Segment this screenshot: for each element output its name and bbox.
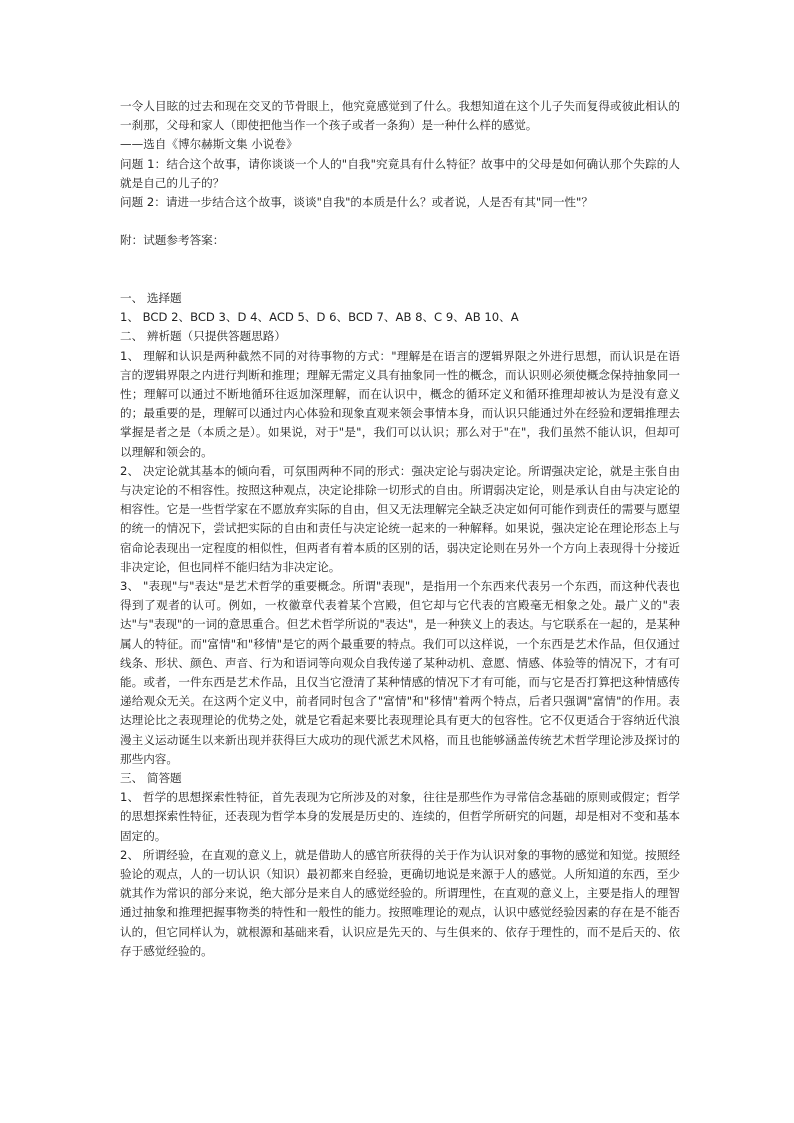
question-2: 问题 2：请进一步结合这个故事，谈谈"自我"的本质是什么？或者说，人是否有其"同一性"？ [120,195,593,210]
short-answer-2: 2、 所谓经验，在直观的意义上，就是借助人的感官所获得的关于作为认识对象的事物的感觉和知觉。按照经验论的观点，人的一切认识（知识）最初都来自经验，更确切地说是来源于人的感觉。人所知道的东西，至少就其作为常识的部分来说，绝大部分是来自人的感觉经验的。所谓理性，在直观的意义上，主要是指人的理智通过抽象和推理把握事物类的特性和一般性的能力。按照唯理论的观点，认识中感觉经验因素的存在是不能否认的，但它同样认为，就根源和基础来看，认识应是先天的、与生俱来的、依存于理性的，而不是后天的、依存于感觉经验的。 [120,847,680,958]
section-2-heading: 二、 辨析题（只提供答题思路） [120,329,286,344]
source-citation: ——选自《博尔赫斯文集 小说卷》 [120,137,298,152]
question-1: 问题 1：结合这个故事，请你谈谈一个人的"自我"究竟具有什么特征？故事中的父母是如何确认那个失踪的人就是自己的儿子的？ [120,156,680,190]
document-body [120,97,680,961]
spacer [120,251,680,270]
spacer [120,270,680,289]
section-3-heading: 三、 简答题 [120,771,182,786]
analysis-answer-2: 2、 决定论就其基本的倾向看，可氛围两种不同的形式：强决定论与弱决定论。所谓强决定论，就是主张自由与决定论的不相容性。按照这种观点，决定论排除一切形式的自由。所谓弱决定论，则是承认自由与决定论的相容性。它是一些哲学家在不愿放弃实际的自由，但又无法理解完全缺乏决定如何可能作到责任的需要与愿望的统一的情况下，尝试把实际的自由和责任与决定论统一起来的一种解释。如果说，强决定论在理论形态上与宿命论表现出一定程度的相似性，但两者有着本质的区别的话，弱决定论则在另外一个方向上表现得十分接近非决定论，但也同样不能归结为非决定论。 [120,463,680,574]
section-1-heading: 一、 选择题 [120,290,182,305]
short-answer-1: 1、 哲学的思想探索性特征，首先表现为它所涉及的对象，往往是那些作为寻常信念基础的原则或假定；哲学的思想探索性特征，还表现为哲学本身的发展是历史的、连续的，但哲学所研究的问题，却是相对不变和基本固定的。 [120,790,680,843]
spacer [120,212,680,231]
choice-answers: 1、 BCD 2、BCD 3、D 4、ACD 5、D 6、BCD 7、AB 8、C 9、AB 10、A [120,310,519,325]
intro-paragraph: 一令人目眩的过去和现在交叉的节骨眼上，他究竟感觉到了什么。我想知道在这个儿子失而复得或彼此相认的一刹那，父母和家人（即使把他当作一个孩子或者一条狗）是一种什么样的感觉。 [120,99,680,133]
analysis-answer-1: 1、 理解和认识是两种截然不同的对待事物的方式："理解是在语言的逻辑界限之外进行思想，而认识是在语言的逻辑界限之内进行判断和推理；理解无需定义具有抽象同一性的概念，而认识则必须使概念保持抽象同一性；理解可以通过不断地循环往返加深理解，而在认识中，概念的循环定义和循环推理却被认为是没有意义的；最重要的是，理解可以通过内心体验和现象直观来领会事情本身，而认识只能通过外在经验和逻辑推理去掌握是者之是（本质之是）。如果说，对于"是"，我们可以认识；那么对于"在"，我们虽然不能认识，但却可以理解和领会的。 [120,348,680,459]
appendix-title: 附：试题参考答案： [120,233,225,248]
analysis-answer-3: 3、 "表现"与"表达"是艺术哲学的重要概念。所谓"表现"，是指用一个东西来代表另一个东西，而这种代表也得到了观者的认可。例如，一枚徽章代表着某个宫殿，但它却与它代表的宫殿毫无相象之处。最广义的"表达"与"表现"的一词的意思重合。但艺术哲学所说的"表达"，是一种狭义上的表达。与它联系在一起的，是某种属人的特征。而"富情"和"移情"是它的两个最重要的特点。我们可以这样说，一个东西是艺术作品，但仅通过线条、形状、颜色、声音、行为和语词等向观众自我传递了某种动机、意愿、情感、体验等的情况下，才有可能。或者，一件东西是艺术作品，且仅当它澄清了某种情感的情况下才有可能，而与它是否打算把这种情感传递给观众无关。在这两个定义中，前者同时包含了"富情"和"移情"着两个特点，后者只强调"富情"的作用。表达理论比之表现理论的优势之处，就是它看起来要比表现理论具有更大的包容性。它不仅更适合于容纳近代浪漫主义运动诞生以来新出现并获得巨大成功的现代派艺术风格，而且也能够涵盖传统艺术哲学理论涉及探讨的那些内容。 [120,579,680,766]
